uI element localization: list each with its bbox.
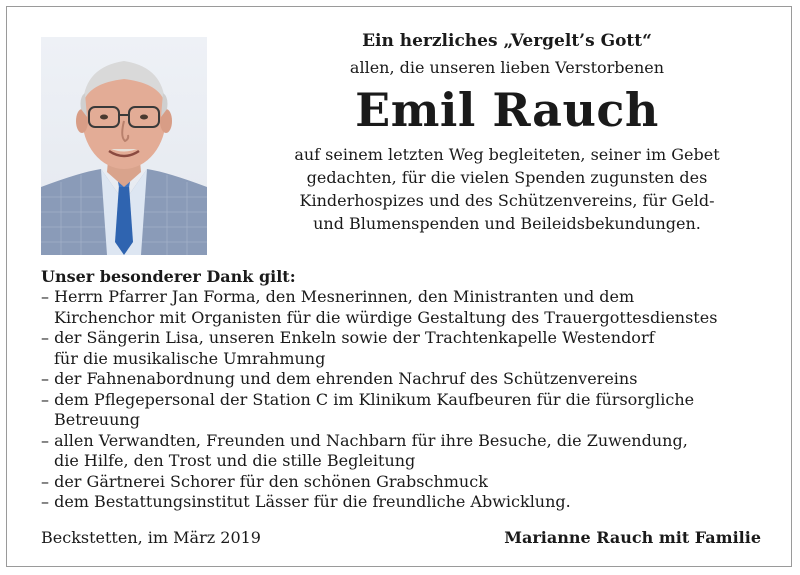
list-item-line: für die musikalische Umrahmung	[54, 348, 326, 368]
list-item-line: Betreuung	[54, 410, 140, 429]
acknowledgements	[41, 267, 781, 513]
deceased-name: Emil Rauch	[355, 83, 659, 137]
list-item-line: – allen Verwandten, Freunden und Nachbarn für ihre Besuche, die Zuwendung,	[41, 430, 688, 450]
list-item	[41, 390, 781, 431]
thanks-subtitle: allen, die unseren lieben Verstorbenen	[349, 58, 665, 77]
list-item-line: – Herrn Pfarrer Jan Forma, den Mesnerinnen, den Ministranten und dem	[41, 287, 635, 306]
portrait-illustration	[41, 37, 207, 255]
list-item	[41, 287, 781, 328]
list-item-line: – dem Pflegepersonal der Station C im Klinikum Kaufbeuren für die fürsorgliche	[41, 389, 695, 409]
acknowledgements-list	[41, 287, 781, 513]
list-item	[41, 472, 781, 493]
list-item-line: – dem Bestattungsinstitut Lässer für die freundliche Abwicklung.	[41, 492, 571, 511]
thanks-description	[237, 143, 777, 235]
acknowledgements-heading: Unser besonderer Dank gilt:	[41, 267, 296, 286]
list-item-line: die Hilfe, den Trost und die stille Begleitung	[54, 451, 416, 470]
obituary-card	[6, 6, 792, 567]
list-item	[41, 328, 781, 369]
list-item	[41, 369, 781, 390]
place-date: Beckstetten, im März 2019	[41, 528, 261, 547]
list-item	[41, 431, 781, 472]
thanks-title: Ein herzliches „Vergelt’s Gott“	[362, 31, 652, 51]
list-item	[41, 492, 781, 513]
list-item-line: Kirchenchor mit Organisten für die würdige Gestaltung des Trauergottesdienstes	[54, 307, 718, 327]
list-item-line: – der Fahnenabordnung und dem ehrenden Nachruf des Schützenvereins	[41, 369, 638, 388]
header	[237, 29, 777, 235]
list-item-line: – der Sängerin Lisa, unseren Enkeln sowie der Trachtenkapelle Westendorf	[41, 328, 655, 347]
thanks-description-line: Kinderhospizes und des Schützenvereins, für Geld-	[299, 191, 715, 210]
signature: Marianne Rauch mit Familie	[504, 528, 761, 547]
thanks-description-line: auf seinem letzten Weg begleiteten, seiner im Gebet	[294, 145, 720, 164]
thanks-description-line: gedachten, für die vielen Spenden zugunsten des	[306, 168, 708, 187]
thanks-description-line: und Blumenspenden und Beileidsbekundungen.	[313, 214, 701, 233]
portrait-photo	[41, 37, 207, 255]
list-item-line: – der Gärtnerei Schorer für den schönen Grabschmuck	[41, 471, 488, 491]
